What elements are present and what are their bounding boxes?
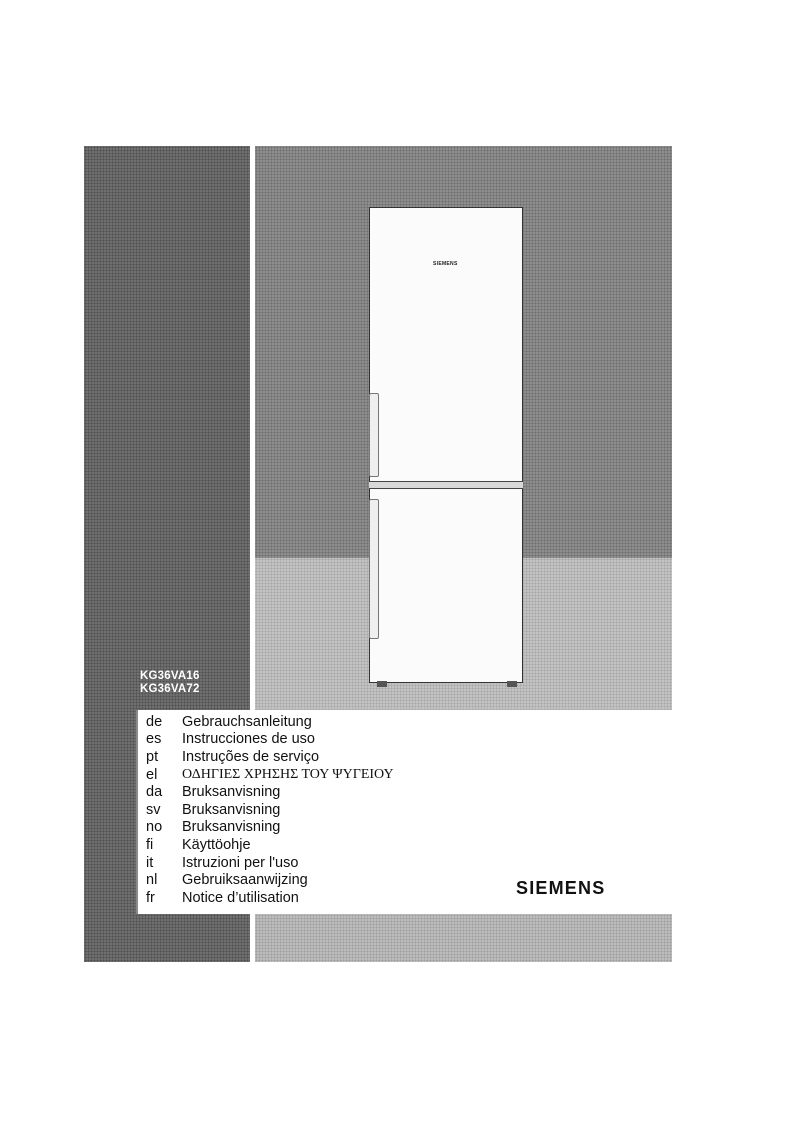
- language-title: Käyttöohje: [182, 836, 251, 853]
- language-box-rule: [136, 710, 138, 914]
- language-item: [146, 801, 394, 819]
- language-title: Instruções de serviço: [182, 748, 320, 765]
- language-code: it: [146, 854, 154, 871]
- language-title: Notice d’utilisation: [182, 889, 299, 906]
- language-title: ΟΔΗΓΙΕΣ ΧΡΗΣΗΣ ΤΟΥ ΨΥΓΕΙΟΥ: [182, 766, 394, 782]
- language-item: [146, 731, 394, 749]
- fridge-foot-right: [507, 681, 517, 687]
- language-code: de: [146, 713, 163, 730]
- language-item: [146, 713, 394, 731]
- model-number-2: KG36VA72: [140, 683, 200, 695]
- language-title: Gebrauchsanleitung: [182, 713, 312, 730]
- language-title: Bruksanvisning: [182, 819, 281, 836]
- fridge-door-divider: [369, 481, 523, 489]
- language-list: [146, 713, 394, 907]
- fridge-illustration: [369, 207, 523, 687]
- language-title: Instrucciones de uso: [182, 731, 315, 748]
- language-item: [146, 766, 394, 784]
- language-code: fr: [146, 889, 155, 906]
- bottom-texture-panel: [255, 914, 672, 962]
- language-item: [146, 871, 394, 889]
- language-code: no: [146, 819, 163, 836]
- fridge-upper-handle: [369, 393, 379, 477]
- fridge-foot-left: [377, 681, 387, 687]
- language-item: [146, 783, 394, 801]
- brand-logo: SIEMENS: [516, 878, 606, 898]
- language-code: el: [146, 766, 158, 783]
- fridge-body: [369, 207, 523, 683]
- language-title: Bruksanvisning: [182, 801, 281, 818]
- language-item: [146, 836, 394, 854]
- language-code: fi: [146, 836, 154, 853]
- language-item: [146, 889, 394, 907]
- language-code: da: [146, 784, 163, 801]
- language-item: [146, 748, 394, 766]
- language-item: [146, 819, 394, 837]
- model-number-1: KG36VA16: [140, 670, 200, 682]
- manual-cover: [84, 146, 672, 962]
- language-title: Bruksanvisning: [182, 784, 281, 801]
- fridge-lower-handle: [369, 499, 379, 639]
- language-code: pt: [146, 748, 159, 765]
- language-code: es: [146, 731, 162, 748]
- language-title: Istruzioni per l'uso: [182, 854, 299, 871]
- language-code: sv: [146, 801, 161, 818]
- fridge-brand-label: SIEMENS: [433, 261, 458, 267]
- language-item: [146, 854, 394, 872]
- language-title: Gebruiksaanwijzing: [182, 872, 308, 889]
- language-code: nl: [146, 872, 158, 889]
